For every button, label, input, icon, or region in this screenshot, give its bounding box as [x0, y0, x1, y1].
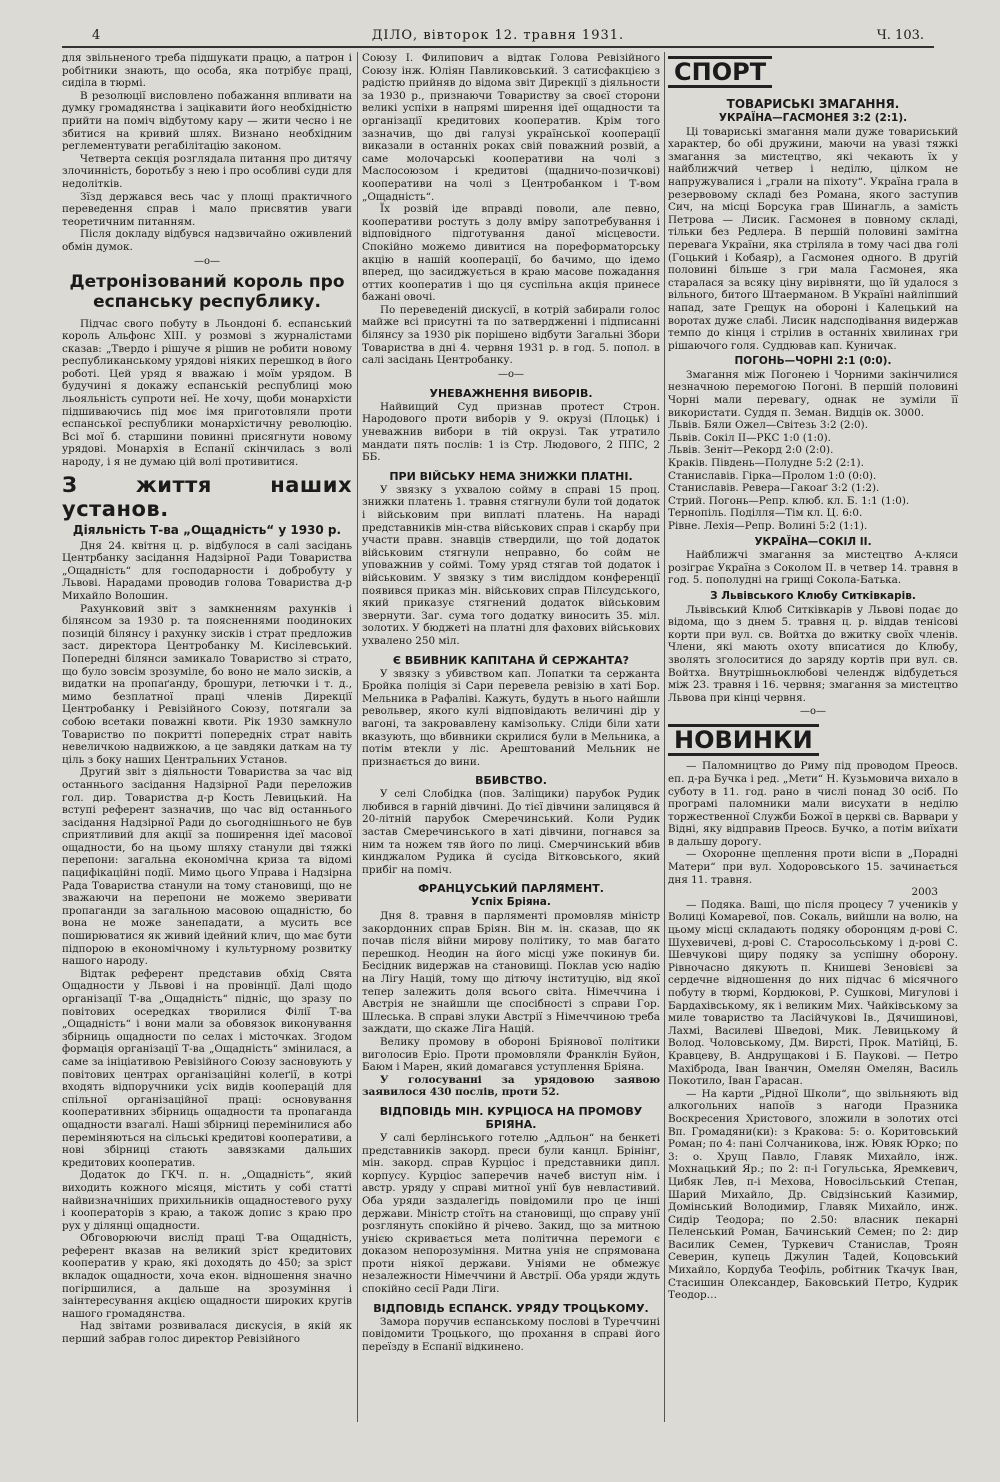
- article-subheading: Діяльність Т-ва „Ощадність“ у 1930 р.: [72, 522, 342, 537]
- paragraph: — На карти „Рідної Школи“, що звільняють від алкогольних напоїв з нагоди Празника Воскресения Христового, зложили в золотих отсі Вп. Громадяни(ки): з Кракова: 5: о. Коритовський Роман; по 4: пані Солчаникова, інж. Ювяк Юрко; по 3: о. Хрущ Павло, Главяк Михайло, інж. Мохнацький Яр.; по 2: п-і Гогульська, Яремкевич, Цибяк Лев, п-і Мехова, Новосільський Степан, Шарий Михайло, Др. Свідзінський Казимир, Домінський Володимир, Главяк Михайло, инж. Сидір Теодора; по 2.50: власник пекарні Пеленський Роман, Бачинський Семен; по 2: дир Василик Семен, Туркевич Станислав, Троян Северин, купець Джулин Тадей, Коцовський Михайло, Кордуба Теофіль, робітник Ткачук Іван, Стасишин Олександер, Баковський Петро, Кудрик Теодор…: [668, 1087, 958, 1302]
- paragraph: Союзу І. Филипович а відтак Голова Ревізійного Союзу інж. Юліян Павликовський. З сатисфакцією з радістю прийняв до відома звіт Дирекції з діяльности за 1930 р., признаючи Товариству за своєї сторони великі успіхи в напрямі ширення ідеї ощадности та організації кредитових кооператив. Крім того зазначив, що дві галузі української кооперації виказали в останніх роках свій поважний розвій, а саме молочарські кооперативи на чолі з Маслосоюзом і кредитові (щадничо-позичкові) кооперативи на чолі з Центробанком і Т-вом „Ощадність“.: [362, 52, 660, 203]
- paragraph: Їх розвій іде вправді поволи, але певно, кооперативи ростуть з долу вміру запотребування і відповідного підготування даної місцевости. Спокійно можемо дивитися на пореформаторську акцію в нашій кооперації, бо бачимо, що ідемо вперед, що засиджується в краю масове пожадання оттих кооператив і що ця суспільна акція принесе бажані овочі.: [362, 203, 660, 304]
- paragraph: Ці товариські змагання мали дуже товариський характер, бо обі дружини, маючи на увазі тяжкі змагання за мистецтво, які чекають їх у найближчий четвер і неділю, цілком не напружувалися і „грали на піхоту“. Україна грала в резервовому складі без Романа, якого заступив Сич, на місці Борсука грав Шинагль, а замість Петрова — Лисик. Гасмонея в повному складі, тільки без Редлера. В першій половині замітна перевага України, яка стріляла в тому часі два голі (Гоцький і Кобаяр), а Гасмонея одного. В другій половині більше з гри мала Гасмонея, яка старалася за всяку ціну вирівняти, що їй удалося з вільного, битого Штаерманом. В Україні найліпший напад, зате Грещук на обороні і Калецький на воротах дуже слабі. Лисик надсподівання видержав темпо до кінця і стрілив в останніх хвилинах гри рішаючого голя. Суддював кап. Куничак.: [668, 125, 958, 352]
- column-2: [362, 52, 660, 1422]
- match-score: УКРАЇНА—ГАСМОНЕЯ 3:2 (2:1).: [718, 112, 908, 124]
- paragraph: Підчас свого побуту в Льондоні б. еспанський король Альфонс XIII. у розмові з журналістами сказав: „Твердо і рішуче я рішив не робити новому республиканському урядові ніяких перешкод в його роботі. Цей уряд я вважаю і моїм урядом. В будучині я докажу еспанській республиці мою льояльність супроти неї. Не хочу, щоби монархісти підшиваючись під моє імя приготовляли проти еспанської республики монархістичну революцію. Всі мої б. старшини повинні присягнути новому урядові. Монархія в Еспанії скінчилась з волі народу, і я не думаю цій волі противитися.: [62, 317, 352, 469]
- paragraph: — Охоронне щеплення проти віспи в „Порадні Матери“ при вул. Ходоровського 15. зачинається дня 11. травня.: [668, 848, 958, 886]
- news-headline: ФРАНЦУСЬКИЙ ПАРЛЯМЕНТ.: [418, 882, 604, 896]
- separator: —o—: [497, 368, 525, 380]
- paragraph: Відтак референт представив обхід Свята Ощадности у Львові і на провінції. Далі щодо організації Т-ва „Ощадність“ підніс, що зразу по повітових осередках творилися Філії Т-ва „Ощадність“ і вони мали за обовязок виконування збірниць ощадности по селах і місточках. Згодом формація організації Т-ва „Ощадність“ змінилася, а саме за ініціативою Ревізійного Союзу засновують у повітових центрах організаційні колеґії, в котрі входять відпоручники усіх видів кооперацій для спільної організаційної праці: основування кооперативних збірниць ощадности та пропаганда ощадности взагалі. Наші збірниці перемінилися або переміняються на сільські кредитові кооперативи, а нові збірниці стають завязками дальших кредитових кооператив.: [62, 967, 352, 1169]
- paragraph: Змагання між Погонею і Чорними закінчилися незначною перемогою Погоні. В першій половині Чорні мали перевагу, однак не зуміли її використати. Суддя п. Земан. Видців ок. 3000.: [668, 368, 958, 419]
- paragraph: Рахунковий звіт з замкненням рахунків і білянсом за 1930 р. та поясненнями поодиноких позицій білянсу і рахунку зисків і страт предложив заст. директора Центробанку М. Кисілевський. Попередні білянси замикало Товариство зі страто, що було зовсім зрозуміле, бо воно не мало зисків, а видатки на пропаґанду, брошури, летючки і т. д., мимо безплатної праці членів Дирекції Центробанку і Ревізійного Союзу, потягали за собою всетаки поважні квоти. Рік 1930 замкнуло Товариство по покритті попередніх страт навіть невеличкою надвижкою, а це завдяки даткам на ту ціль з боку наших Центральних Установ.: [62, 602, 352, 766]
- results-list: [668, 419, 958, 532]
- column-divider: [664, 52, 665, 1422]
- paragraph: Дня 8. травня в парляменті промовляв міністр закордонних справ Бріян. Він м. ін. сказав, що як почав після війни мирову політику, то мав багато перешкод. Неодин на його місці уже покинув би. Бесідник видержав на становищі. Поклав усю надію на Лігу Націй, тому що дітючу інституцію, від якої тепер залежить доля всього світа. Німеччина і Австрія не знайшли ще спосібності з справи Гор. Шлеська. В справі злуки Австрії з Німеччиною треба заждати, що скаже Ліга Націй.: [362, 910, 660, 1036]
- result-line: Львів. Бяли Ожел—Світезь 3:2 (2:0).: [668, 419, 868, 432]
- notice-code: 2003: [911, 886, 938, 899]
- paragraph: Зїзд держався весь час у площі практичного переведення справ і мало присвятив уваги теоретичним питанням.: [62, 190, 352, 228]
- paragraph: Найвищий Суд признав протест Строн. Народового проти виборів у 9. окрузі (Плоцьк) і уневажнив вибори в тій окрузі. Так утратило мандати пять послів: 1 із Стр. Людового, 2 ППС, 2 ББ.: [362, 400, 660, 464]
- section-heading: З життя наших установ.: [62, 472, 352, 521]
- header-rule: [62, 46, 934, 48]
- paragraph: У селі Слобідка (пов. Заліщики) парубок Рудик любився в гарній дівчині. До тієї дівчини залицявся й 20-літній парубок Смеречинський. Коли Рудик застав Смеречинського в хаті дівчини, погнався за ним та ножем тяв його по лиці. Смерчинський вбив кинджалом Рудика й сусіда Вітковського, який прибіг на поміч.: [362, 788, 660, 876]
- paragraph: Найближчі змагання за мистецтво А-кляси розіграє Україна з Соколом II. в четвер 14. травня в год. 5. пополудні на грищі Сокола-Батька.: [668, 549, 958, 587]
- paragraph: — Подяка. Ваші, що після процесу 7 учеників у Волиці Комаревої, пов. Сокаль, вийшли на волю, на цьому місці складають подяку оборонцям д-рові С. Шухевичеві, д-рові С. Старосольському і д-рові С. Шевчукові щиру подяку за успішну оборону. Рівночасно дякують п. Книшеві Зеновієві за сердечне відношення до них підчас 6 місячного побуту в тюрмі, Кордюкові, Р. Сушкові, Мигулові і Бардахівському, як і великим Мих. Чайківському за миле товариство та Ласійчукові Ів., Дячишинові, Лахмі, Василеві Шведові, Мик. Левицькому й Волод. Чоловському, Дм. Вирсті, Прок. Матійці, Б. Кравцеву, В. Андрущакові і Б. Пауковi. — Петро Махіброда, Іван Іванчин, Омелян Омелян, Василь Покотило, Іван Гарасан.: [668, 898, 958, 1088]
- match-score: ПОГОНЬ—ЧОРНІ 2:1 (0:0).: [734, 355, 892, 368]
- paragraph: Четверта секція розглядала питання про дитячу злочинність, боротьбу з нею і про особливі суди для недолітків.: [62, 152, 352, 190]
- paragraph: По переведеній дискусії, в котрій забирали голос майже всі присутні та по затвердженні і підписанні білянсу за 1930 рік порішено відбути Загальні Збори Товариства в дні 4. червня 1931 р. в год. 5. попол. в салі засідань Центробанку.: [362, 303, 660, 367]
- separator: —o—: [799, 706, 827, 718]
- paragraph: Другий звіт з діяльности Товариства за час від останнього засідання Надзірної Ради переложив гол. дир. Товариства д-р Кость Левицький. На вступі референт зазначив, що час від останнього засідання Надзірної Ради до сьогоднішнього не був сприятливий для акції за поширення ідеї масової ощадности, бо на цьому шляху станули дві тяжкі перепони: загальна економічна криза та відомі пацифікаційні події. Мимо цього Управа і Надзірна Рада Товариства станули на тому становищі, що не зважаючи на перепони не можемо зверивати пропаганди за загальною масовою ощадністю, бо вона не може занепадати, а мусить все поширюватися як живий ідейний клич, що має бути підпорою в економічному і культурному розвитку нашого народу.: [62, 766, 352, 968]
- result-line: Львів. Сокіл II—РКС 1:0 (1:0).: [668, 431, 831, 444]
- news-headline: ВІДПОВІДЬ ЕСПАНСК. УРЯДУ ТРОЦЬКОМУ.: [373, 1301, 649, 1315]
- paragraph: В резолюції висловлено побажання впливати на думку громадянства і зацікавити його необхідністю прийти на поміч відбутому кару — жити чесно і не збитися на кривий шлях. Визнано необхідним реглементувати регабілітацію законом.: [62, 89, 352, 153]
- result-line: Станиславів. Ревера—Гакоаґ 3:2 (1:2).: [668, 482, 880, 495]
- result-line: Львів. Зеніт—Рекорд 2:0 (2:0).: [668, 444, 834, 457]
- paragraph: Велику промову в обороні Бріянової політики виголосив Еріо. Проти промовляли Франклін Буйон, Баюм і Марен, який домагався уступлення Бріяна.: [362, 1035, 660, 1074]
- match-score: УКРАЇНА—СОКІЛ II.: [754, 535, 872, 548]
- news-headline: ВБИВСТВО.: [475, 774, 547, 788]
- paragraph: Над звітами розвивалася дискусія, в якій як перший забрав голос директор Ревізійного: [62, 1320, 352, 1346]
- paragraph: Обговорюючи вислід праці Т-ва Ощадність, референт вказав на великий зріст кредитових кооператив у краю, які доходять до 450; за зріст вкладок ощадности, хоча екон. відношення значно погіршилися, а дальше на зрозуміння і заінтересування акцією ощадности широких кругів нашого громадянства.: [62, 1232, 352, 1320]
- result-line: Рівне. Лехія—Репр. Волині 5:2 (1:1).: [668, 520, 868, 532]
- result-line: Станиславів. Гірка—Пролом 1:0 (0:0).: [668, 469, 877, 482]
- news-headline: УНЕВАЖНЕННЯ ВИБОРІВ.: [429, 386, 593, 400]
- news-headline: ТОВАРИСЬКІ ЗМАГАННЯ.: [726, 97, 900, 111]
- paragraph: У звязку з ухвалою сойму в справі 15 проц. знижки платень 1. травня стягнули були той додаток і військовим при виплаті платень. На нараді представників мін-ства військових справ і скарбу при участи правн. знавців ствердили, що той додаток військовим стягнули неправно, бо сойм не уповажнив у соймі. Тому уряд стягав той додаток і військовим. У звязку з тим висліддом конференції появився приказ мін. військових справ Пілсудського, який приказує стягнений додаток військовим звернути. Заг. сума того додатку виносить 35. міл. золотих. У бюджеті на платні для фахових військових ухвалено 250 міл.: [362, 483, 660, 647]
- paragraph: Замора поручив еспанському послові в Туреччині повідомити Троцького, що прохання в справі його переїзду в Еспанії відкинено.: [362, 1315, 660, 1353]
- issue-number: Ч. 103.: [876, 28, 924, 43]
- masthead-title: ДІЛО, вівторок 12. травня 1931.: [371, 28, 625, 43]
- sport-section-banner: СПОРТ: [668, 56, 772, 88]
- news-headline: З Львівського Клюбу Ситківкарів.: [710, 589, 916, 602]
- page-header: [62, 28, 934, 46]
- news-headline: Є ВБИВНИК КАПІТАНА Й СЕРЖАНТА?: [392, 653, 630, 667]
- page-number: 4: [92, 28, 101, 43]
- column-3: [668, 52, 958, 1422]
- news-subheadline: Успіх Бріяна.: [471, 896, 551, 909]
- result-line: Стрий. Погонь—Репр. клюб. кл. Б. 1:1 (1:0).: [668, 494, 910, 507]
- paragraph: Додаток до ГКЧ. п. н. „Ощадність“, який виходить кожного місяця, містить у собі статті найвизначніших прихильників ощадностевого руху і кооператорів з краю, а також допис з краю про рух у ділянці ощадности.: [62, 1169, 352, 1232]
- column-1: [62, 52, 352, 1422]
- news-section-banner: НОВИНКИ: [668, 724, 819, 756]
- news-headline: ВІДПОВІДЬ МІН. КУРЦІОСА НА ПРОМОВУ БРІЯНА.: [379, 1104, 643, 1131]
- paragraph: для звільненого треба підшукати працю, а патрон і робітники знають, що особа, яка потрібує праці, сиділа в тюрмі.: [62, 52, 352, 90]
- result-line: Тернопіль. Поділля—Тім кл. Ц. 6:0.: [668, 507, 863, 520]
- article-headline: Детронізований король про еспанську республику.: [69, 271, 345, 312]
- news-headline: ПРИ ВІЙСЬКУ НЕМА ЗНИЖКИ ПЛАТНІ.: [389, 469, 633, 483]
- paragraph: У звязку з убивством кап. Лопатки та сержанта Бройка поліція зі Сари перевела ревізію в хаті Бор. Мельника в Рафаліві. Кажуть, будуть в нього найшли револьвер, якого кулі відповідають величині дір у вагоні, та закровавлену камізольку. Сліди біли хати вказують, що вбивники скрилися були в Мельника, а потім втекли у ліс. Арештований Мельник не признається до вини.: [362, 667, 660, 768]
- paragraph: — Паломництво до Риму під проводом Преосв. еп. д-ра Бучка і ред. „Мети“ Н. Кузьмовича вихало в суботу в 11. год. рано в числі понад 30 осіб. По програмі паломники мали висухати в неділю торжественної Служби Божої в церкві св. Варвари у Відні, яку відправив Преосв. Бучко, а потім виїхати в дальшу дорогу.: [668, 760, 958, 848]
- separator: —o—: [193, 255, 221, 267]
- paragraph: Дня 24. квітня ц. р. відбулося в салі засідань Центрбанку засідання Надзірної Ради Товариства „Ощадність“ для господарности і добробуту у Львові. Нарадами проводив голова Товариства д-р Михайло Волошин.: [62, 539, 352, 602]
- paragraph: Після докладу відбувся надзвичайно оживлений обмін думок.: [62, 228, 352, 253]
- column-divider: [357, 52, 358, 1422]
- result-line: Краків. Південь—Полудне 5:2 (2:1).: [668, 457, 864, 470]
- paragraph: У голосуванні за урядовою заявою заявилося 430 послів, проти 52.: [362, 1073, 660, 1099]
- paragraph: Львівський Клюб Ситківкарів у Львові подає до відома, що з днем 5. травня ц. р. віддав тенісові корти при вул. св. Войтха до вжитку своїх членів. Члени, які мають охоту вписатися до Клюбу, зволять зголоситися до заряду кортів при вул. св. Войтха. Внутрішньоклюбові челендж відбудеться між 23. травня і 16. червня; змагання за мистецтво Львова при кінці червня.: [668, 603, 958, 704]
- paragraph: У салі берлінського готелю „Адльон“ на бенкеті представників закорд. преси були канцл. Брінінг, мін. закорд. справ Курціос і представники дипл. корпусу. Курціос заперечив начеб виступ нім. і австр. уряду у справі митної унії був невластивий. Оба уряди заздалегідь повідомили про це інші держави. Міністр стоїть на становищі, що справу унії розглянуть спокійно й річево. Закид, що за митною унією скривається мета політична перемоги є доказом непорозуміння. Митна унія не спрямована проти ніякої держави. Уніями не обмежує незалежности Німеччини й Австрії. Оба уряди ждуть спокійно сесії Ради Ліги.: [362, 1131, 660, 1296]
